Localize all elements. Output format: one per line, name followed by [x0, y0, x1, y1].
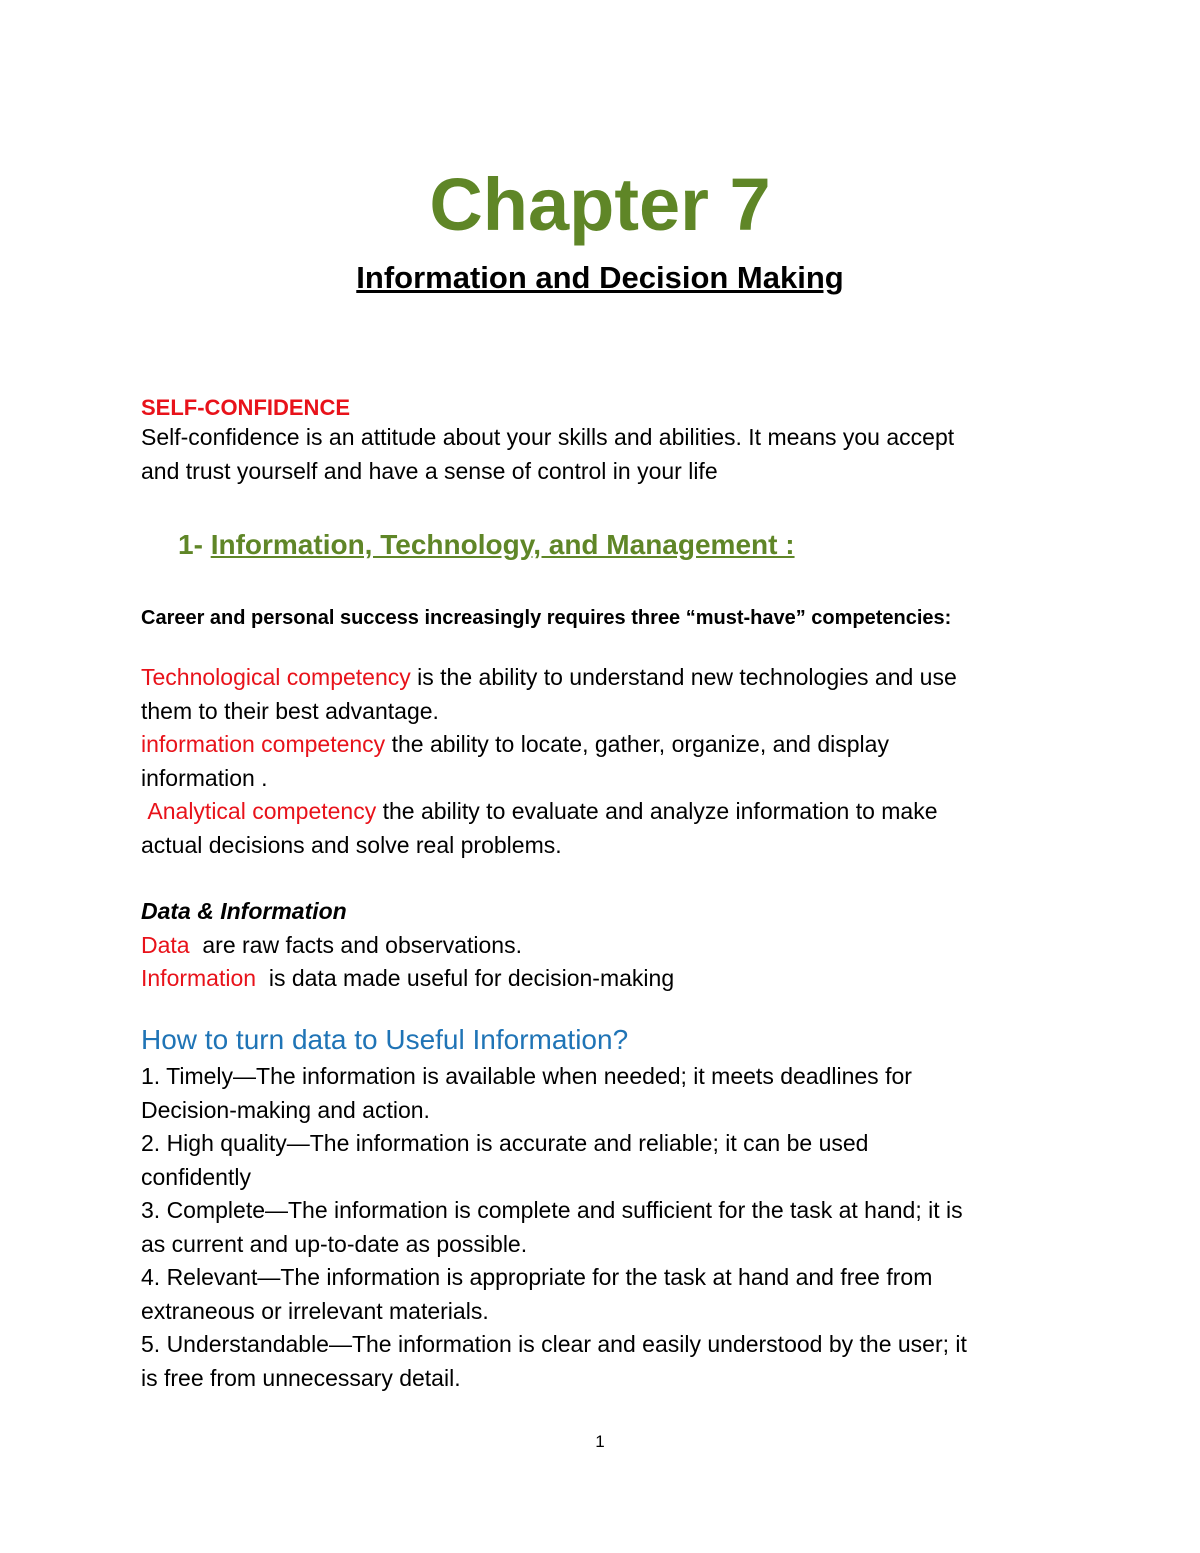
section-number: 1- [178, 529, 211, 560]
chapter-title: Chapter 7 [429, 163, 771, 246]
competency-item [141, 795, 1061, 829]
list-line: confidently [141, 1163, 251, 1190]
list-line: Decision-making and action. [141, 1096, 430, 1123]
list-line: as current and up-to-date as possible. [141, 1230, 528, 1257]
list-line: 1. Timely—The information is available when needed; it meets deadlines for [141, 1063, 912, 1089]
section-title: Information, Technology, and Management : [210, 529, 795, 560]
self-confidence-heading: SELF-CONFIDENCE [141, 395, 350, 420]
data-information-block [141, 895, 1061, 996]
self-confidence-line: Self-confidence is an attitude about your skills and abilities. It means you accept [141, 424, 955, 450]
page-number: 1 [595, 1432, 605, 1451]
useful-information-heading: How to turn data to Useful Information? [141, 1024, 629, 1055]
competency-text: the ability to evaluate and analyze information to make [376, 798, 938, 824]
self-confidence-line: and trust yourself and have a sense of control in your life [141, 457, 718, 484]
data-text: are raw facts and observations. [189, 931, 522, 958]
data-information-heading: Data & Information [141, 898, 347, 924]
competency-text: information . [141, 764, 268, 791]
list-line: extraneous or irrelevant materials. [141, 1297, 489, 1324]
list-line: is free from unnecessary detail. [141, 1364, 461, 1391]
career-line: Career and personal success increasingly requires three “must-have” competencies: [141, 607, 952, 629]
competency-text: actual decisions and solve real problems. [141, 831, 562, 858]
list-line: 2. High quality—The information is accurate and reliable; it can be used [141, 1130, 869, 1156]
competency-text: is the ability to understand new technologies and use [410, 664, 957, 690]
competency-term: Technological competency [141, 664, 411, 690]
list-line: 4. Relevant—The information is appropriate for the task at hand and free from [141, 1264, 933, 1290]
chapter-subtitle: Information and Decision Making [356, 260, 844, 295]
self-confidence-paragraph [141, 421, 1061, 488]
list-line: 3. Complete—The information is complete and sufficient for the task at hand; it is [141, 1197, 963, 1223]
list-line: 5. Understandable—The information is clear and easily understood by the user; it [141, 1331, 967, 1357]
section-heading [178, 525, 795, 565]
useful-information-list [141, 1060, 1061, 1395]
competency-item [141, 661, 1061, 695]
competency-term: Analytical competency [147, 798, 377, 824]
competency-term: information competency [141, 731, 386, 757]
competency-item [141, 728, 1061, 762]
information-term: Information [141, 965, 257, 991]
information-definition [141, 962, 1061, 996]
competency-text: the ability to locate, gather, organize, and display [385, 731, 889, 757]
data-term: Data [141, 931, 190, 958]
information-text: is data made useful for decision-making [256, 965, 675, 991]
competency-text: them to their best advantage. [141, 697, 439, 724]
data-definition [141, 929, 1061, 963]
competencies-list [141, 661, 1061, 862]
